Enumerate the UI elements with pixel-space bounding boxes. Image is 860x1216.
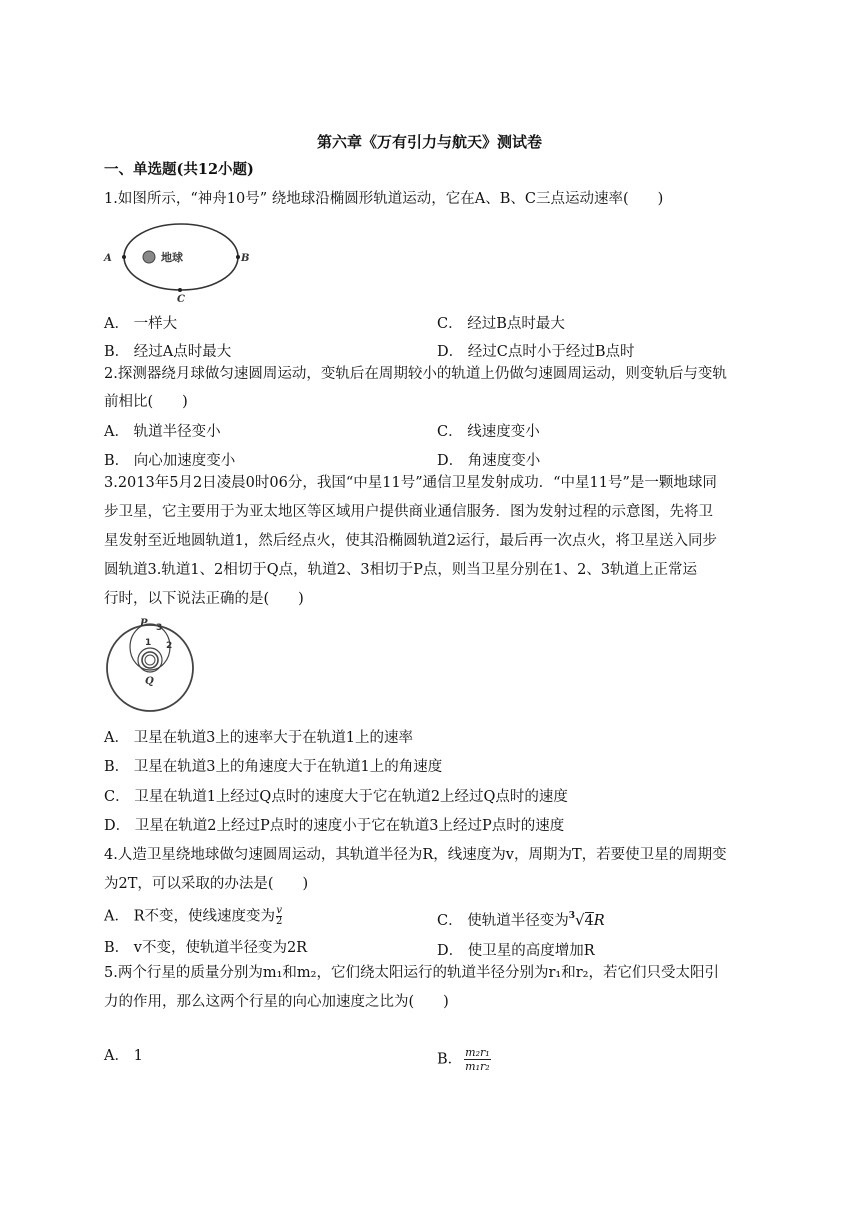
q4-option-a-text: A． R不变，使线速度变为 [104, 908, 275, 925]
q3-option-c: C． 卫星在轨道1上经过Q点时的速度大于它在轨道2上经过Q点时的速度 [104, 789, 568, 805]
question-5-stem-line-2: 力的作用，那么这两个行星的向心加速度之比为( ) [104, 994, 449, 1010]
q3-orbit-figure [104, 618, 200, 716]
question-1-stem: 1.如图所示，“神舟10号” 绕地球沿椭圆形轨道运动，它在A、B、C三点运动速率( ) [104, 191, 664, 207]
q1-option-c: C． 经过B点时最大 [437, 316, 565, 332]
question-4-stem-line-2: 为2T，可以采取的办法是( ) [104, 876, 309, 892]
question-3-stem-line-4: 圆轨道3.轨道1、2相切于Q点，轨道2、3相切于P点，则当卫星分别在1、2、3轨道上正常运 [104, 562, 698, 578]
q3-option-d: D． 卫星在轨道2上经过P点时的速度小于它在轨道3上经过P点时的速度 [104, 818, 565, 834]
cube-root-index: 3 [568, 911, 575, 921]
q5-option-a: A． 1 [104, 1048, 143, 1064]
q4-option-d: D． 使卫星的高度增加R [437, 943, 595, 959]
q4-option-a [104, 906, 282, 927]
q4-option-b: B． v不变，使轨道半径变为2R [104, 940, 308, 956]
point-a-dot [122, 255, 126, 259]
earth-label: 地球 [161, 251, 183, 264]
point-a-label: A [104, 253, 112, 264]
section-heading: 一、单选题(共12小题) [104, 161, 254, 178]
earth-outer-ring [142, 652, 158, 668]
q4-option-a-fraction [276, 906, 282, 927]
q3-option-a: A． 卫星在轨道3上的速率大于在轨道1上的速率 [104, 730, 414, 746]
point-b-label: B [241, 253, 250, 264]
earth-icon [143, 251, 155, 263]
point-p-label: P [140, 618, 148, 629]
fraction-numerator: m₂r₁ [465, 1046, 490, 1059]
fraction-numerator: v [276, 905, 283, 916]
q4-option-c [437, 906, 605, 931]
orbit-3-label: 3 [156, 623, 163, 633]
question-4-stem-line-1: 4.人造卫星绕地球做匀速圆周运动，其轨道半径为R，线速度为v，周期为T，若要使卫星的周期变 [104, 847, 727, 863]
orbit-1-label: 1 [145, 638, 152, 648]
q1-option-d: D． 经过C点时小于经过B点时 [437, 344, 635, 360]
q2-option-c: C． 线速度变小 [437, 424, 540, 440]
orbit-2-label: 2 [166, 641, 173, 651]
q5-option-b-text: B． [437, 1051, 463, 1068]
point-c-dot [178, 288, 182, 292]
cube-root-body: 4 [584, 913, 594, 929]
q5-option-b [437, 1046, 491, 1073]
q5-option-b-fraction [464, 1046, 491, 1073]
q1-orbit-figure [104, 222, 254, 304]
q1-option-b: B． 经过A点时最大 [104, 344, 232, 360]
earth-inner-icon [145, 655, 155, 665]
question-3-stem-line-3: 星发射至近地圆轨道1，然后经点火，使其沿椭圆轨道2运行，最后再一次点火，将卫星送入同步 [104, 533, 717, 549]
q2-option-a: A． 轨道半径变小 [104, 424, 221, 440]
q1-option-a: A． 一样大 [104, 316, 178, 332]
question-3-stem-line-2: 步卫星，它主要用于为亚太地区等区域用户提供商业通信服务．图为发射过程的示意图，先将卫 [104, 504, 713, 520]
point-q-label: Q [145, 676, 154, 687]
q4-option-c-tail: R [593, 913, 605, 929]
point-c-label: C [177, 294, 185, 305]
fraction-denominator: m₁r₂ [465, 1060, 490, 1073]
page-title: 第六章《万有引力与航天》测试卷 [317, 133, 543, 151]
point-b-dot [236, 255, 240, 259]
question-2-stem-line-1: 2.探测器绕月球做匀速圆周运动，变轨后在周期较小的轨道上仍做匀速圆周运动，则变轨后与变轨 [104, 366, 727, 382]
question-2-stem-line-2: 前相比( ) [104, 394, 188, 410]
question-3-stem-line-5: 行时，以下说法正确的是( ) [104, 591, 304, 607]
q3-option-b: B． 卫星在轨道3上的角速度大于在轨道1上的角速度 [104, 759, 443, 775]
q2-option-d: D． 角速度变小 [437, 453, 541, 469]
fraction-denominator: 2 [276, 916, 283, 927]
q4-option-c-text: C． 使轨道半径变为 [437, 913, 569, 929]
question-3-stem-line-1: 3.2013年5月2日凌晨0时06分，我国“中星11号”通信卫星发射成功．“中星11号”是一颗地球同 [104, 475, 717, 491]
q2-option-b: B． 向心加速度变小 [104, 453, 236, 469]
radical-sign: √ [574, 911, 585, 929]
question-5-stem-line-1: 5.两个行星的质量分别为m₁和m₂，它们绕太阳运行的轨道半径分别为r₁和r₂，若它们只受太阳引 [104, 965, 719, 981]
